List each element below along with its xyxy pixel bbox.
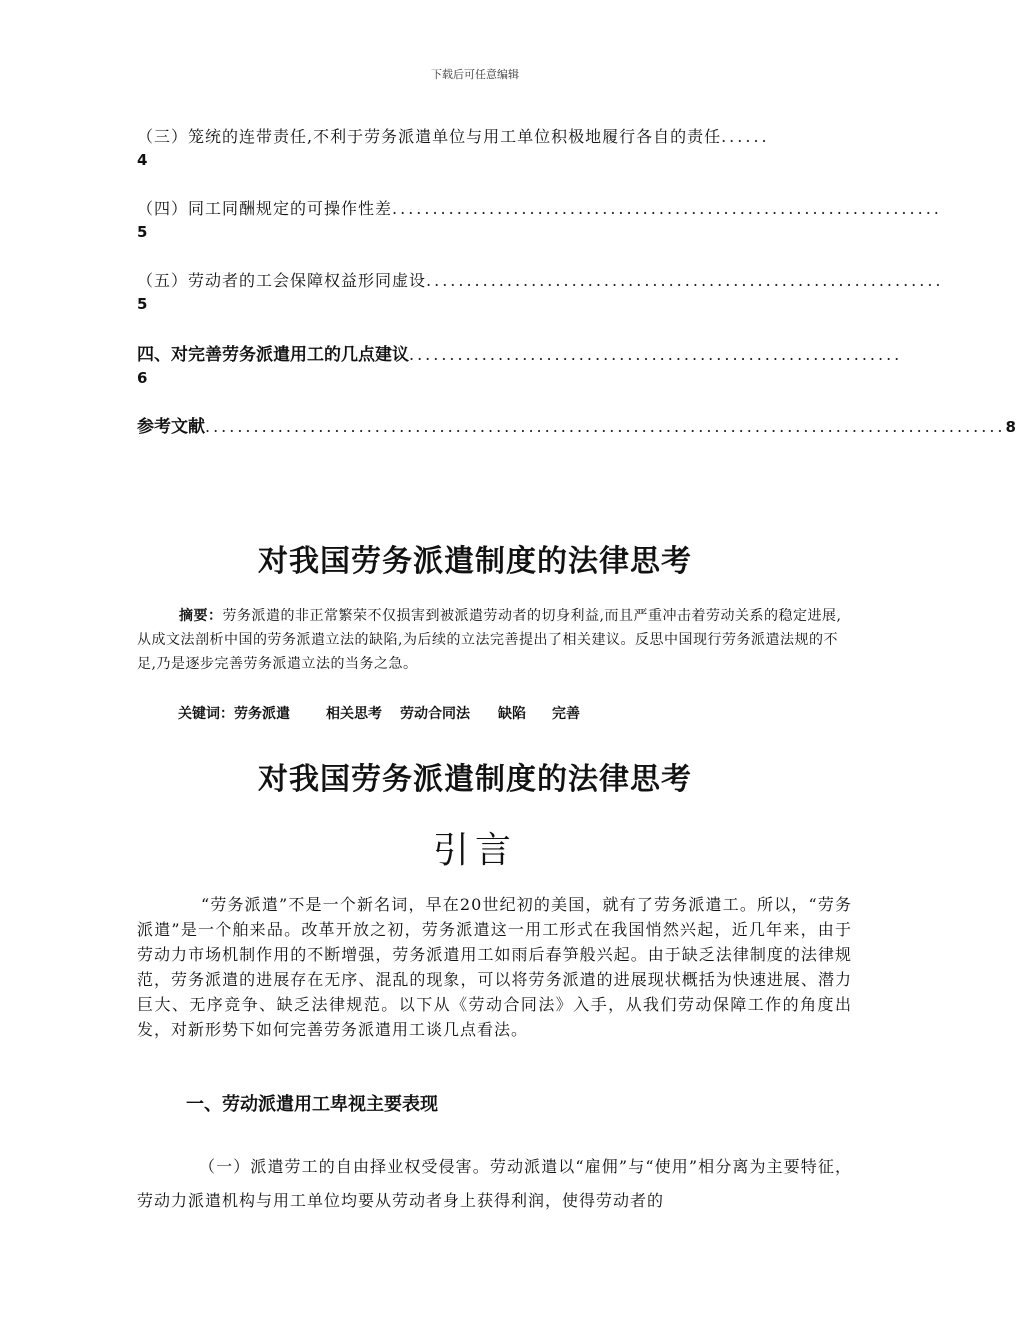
toc-page-number: 6 <box>137 369 148 387</box>
keyword: 劳动合同法 <box>400 706 470 722</box>
toc-entry-title: 四、对完善劳务派遣用工的几点建议 <box>137 345 409 365</box>
toc-entry[interactable] <box>137 196 942 268</box>
abstract-text: 劳务派遣的非正常繁荣不仅损害到被派遣劳动者的切身利益,而且严重冲击着劳动关系的稳定进展,从成文法剖析中国的劳务派遣立法的缺陷,为后续的立法完善提出了相关建议。反思中国现行劳务派遣法规的不足,乃是逐步完善劳务派遣立法的当务之急。 <box>137 608 842 672</box>
document-title: 对我国劳务派遣制度的法律思考 <box>258 544 692 579</box>
toc-entry-title: （五）劳动者的工会保障权益形同虚设 <box>137 271 427 290</box>
section-heading: 一、劳动派遣用工卑视主要表现 <box>186 1094 438 1115</box>
toc-leader-dots: ............................................................. <box>409 345 903 364</box>
toc-leader-dots: ...... <box>721 127 770 146</box>
keywords <box>178 703 598 723</box>
toc-entry[interactable] <box>137 340 903 412</box>
document-title-repeat: 对我国劳务派遣制度的法律思考 <box>258 762 692 797</box>
toc-entry[interactable] <box>137 268 944 340</box>
toc-page-number: 8 <box>1005 418 1016 436</box>
toc-entry-title: （三）笼统的连带责任,不利于劳务派遣单位与用工单位积极地履行各自的责任 <box>137 127 722 146</box>
toc-entry[interactable] <box>137 412 1016 437</box>
body-paragraph: （一）派遣劳工的自由择业权受侵害。劳动派遣以“雇佣”与“使用”相分离为主要特征，劳动力派遣机构与用工单位均要从劳动者身上获得利润，使得劳动者的 <box>137 1157 852 1210</box>
table-of-contents <box>137 124 1016 437</box>
keyword: 完善 <box>552 706 580 722</box>
abstract <box>137 604 852 676</box>
toc-page-number: 5 <box>137 295 148 313</box>
toc-leader-dots: ................................................................ <box>426 271 944 290</box>
preface-heading: 引言 <box>432 830 517 871</box>
toc-entry-title: 参考文献 <box>137 417 205 437</box>
keywords-label: 关键词： <box>178 706 234 722</box>
toc-leader-dots: .................................................................... <box>392 199 942 218</box>
toc-leader-dots: ................................................................................................... <box>205 417 1006 436</box>
header-note: 下载后可任意编辑 <box>431 68 519 81</box>
toc-entry-title: （四）同工同酬规定的可操作性差 <box>137 199 393 218</box>
toc-entry[interactable] <box>137 124 852 196</box>
intro-paragraph: “劳务派遣”不是一个新名词，早在20世纪初的美国，就有了劳务派遣工。所以，“劳务派遣”是一个舶来品。改革开放之初，劳务派遣这一用工形式在我国悄然兴起，近几年来，由于劳动力市场机制作用的不断增强，劳务派遣用工如雨后春笋般兴起。由于缺乏法律制度的法律规范，劳务派遣的进展存在无序、混乱的现象，可以将劳务派遣的进展现状概括为快速进展、潜力巨大、无序竞争、缺乏法律规范。以下从《劳动合同法》入手，从我们劳动保障工作的角度出发，对新形势下如何完善劳务派遣用工谈几点看法。 <box>137 895 852 1039</box>
keyword: 相关思考 <box>326 706 382 722</box>
toc-page-number: 5 <box>137 223 148 241</box>
toc-page-number: 4 <box>137 151 148 169</box>
abstract-label: 摘要： <box>179 608 223 624</box>
keyword: 劳务派遣 <box>234 706 290 722</box>
keyword: 缺陷 <box>498 706 526 722</box>
